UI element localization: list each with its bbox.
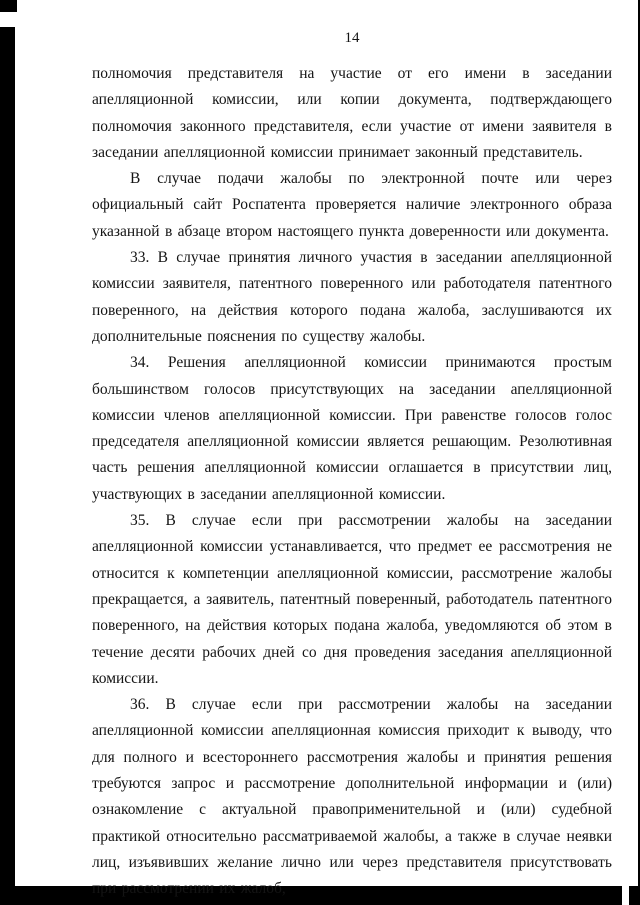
scan-edge-left	[0, 27, 15, 905]
scan-artifact-top-left	[0, 0, 17, 12]
paragraph-item-35: 35. В случае если при рассмотрении жалобы на заседании апелляционной комиссии устанавливается, что предмет ее рассмотрения не относится к компетенции апелляционной комиссии, рассмотрение жалобы прекращается, а заявитель, патентный поверенный, работодатель патентного поверенного, на действия которых подана жалоба, уведомляются об этом в течение десяти рабочих дней со дня проведения заседания апелляционной комиссии.	[92, 512, 612, 687]
paragraph-continuation: полномочия представителя на участие от его имени в заседании апелляционной комиссии, или копии документа, подтверждающего полномочия законного представителя, если участие от имени заявителя в заседании апелляционной комиссии принимает законный представитель.	[92, 65, 612, 161]
paragraph: В случае подачи жалобы по электронной почте или через официальный сайт Роспатента проверяется наличие электронного образа указанной в абзаце втором настоящего пункта доверенности или документа.	[92, 170, 612, 240]
paragraph-item-33: 33. В случае принятия личного участия в заседании апелляционной комиссии заявителя, патентного поверенного или работодателя патентного поверенного, на действия которого подана жалоба, заслушиваются их дополнительные пояснения по существу жалобы.	[92, 249, 612, 345]
page-number: 14	[344, 30, 360, 46]
paragraph-item-36: 36. В случае если при рассмотрении жалобы на заседании апелляционной комиссии апелляционная комиссия приходит к выводу, что для полного и всестороннего рассмотрения жалобы и принятия решения требуются запрос и рассмотрение дополнительной информации и (или) ознакомление с актуальной правоприменительной и (или) судебной практикой относительно рассматриваемой жалобы, а также в случае неявки лиц, изъявивших желание лично или через представителя присутствовать при рассмотрении их жалоб,	[92, 696, 612, 898]
paragraph-item-34: 34. Решения апелляционной комиссии принимаются простым большинством голосов присутствующих на заседании апелляционной комиссии членов апелляционной комиссии. При равенстве голосов голос председателя апелляционной комиссии является решающим. Резолютивная часть решения апелляционной комиссии оглашается в присутствии лиц, участвующих в заседании апелляционной комиссии.	[92, 354, 612, 503]
page-content	[92, 30, 612, 903]
